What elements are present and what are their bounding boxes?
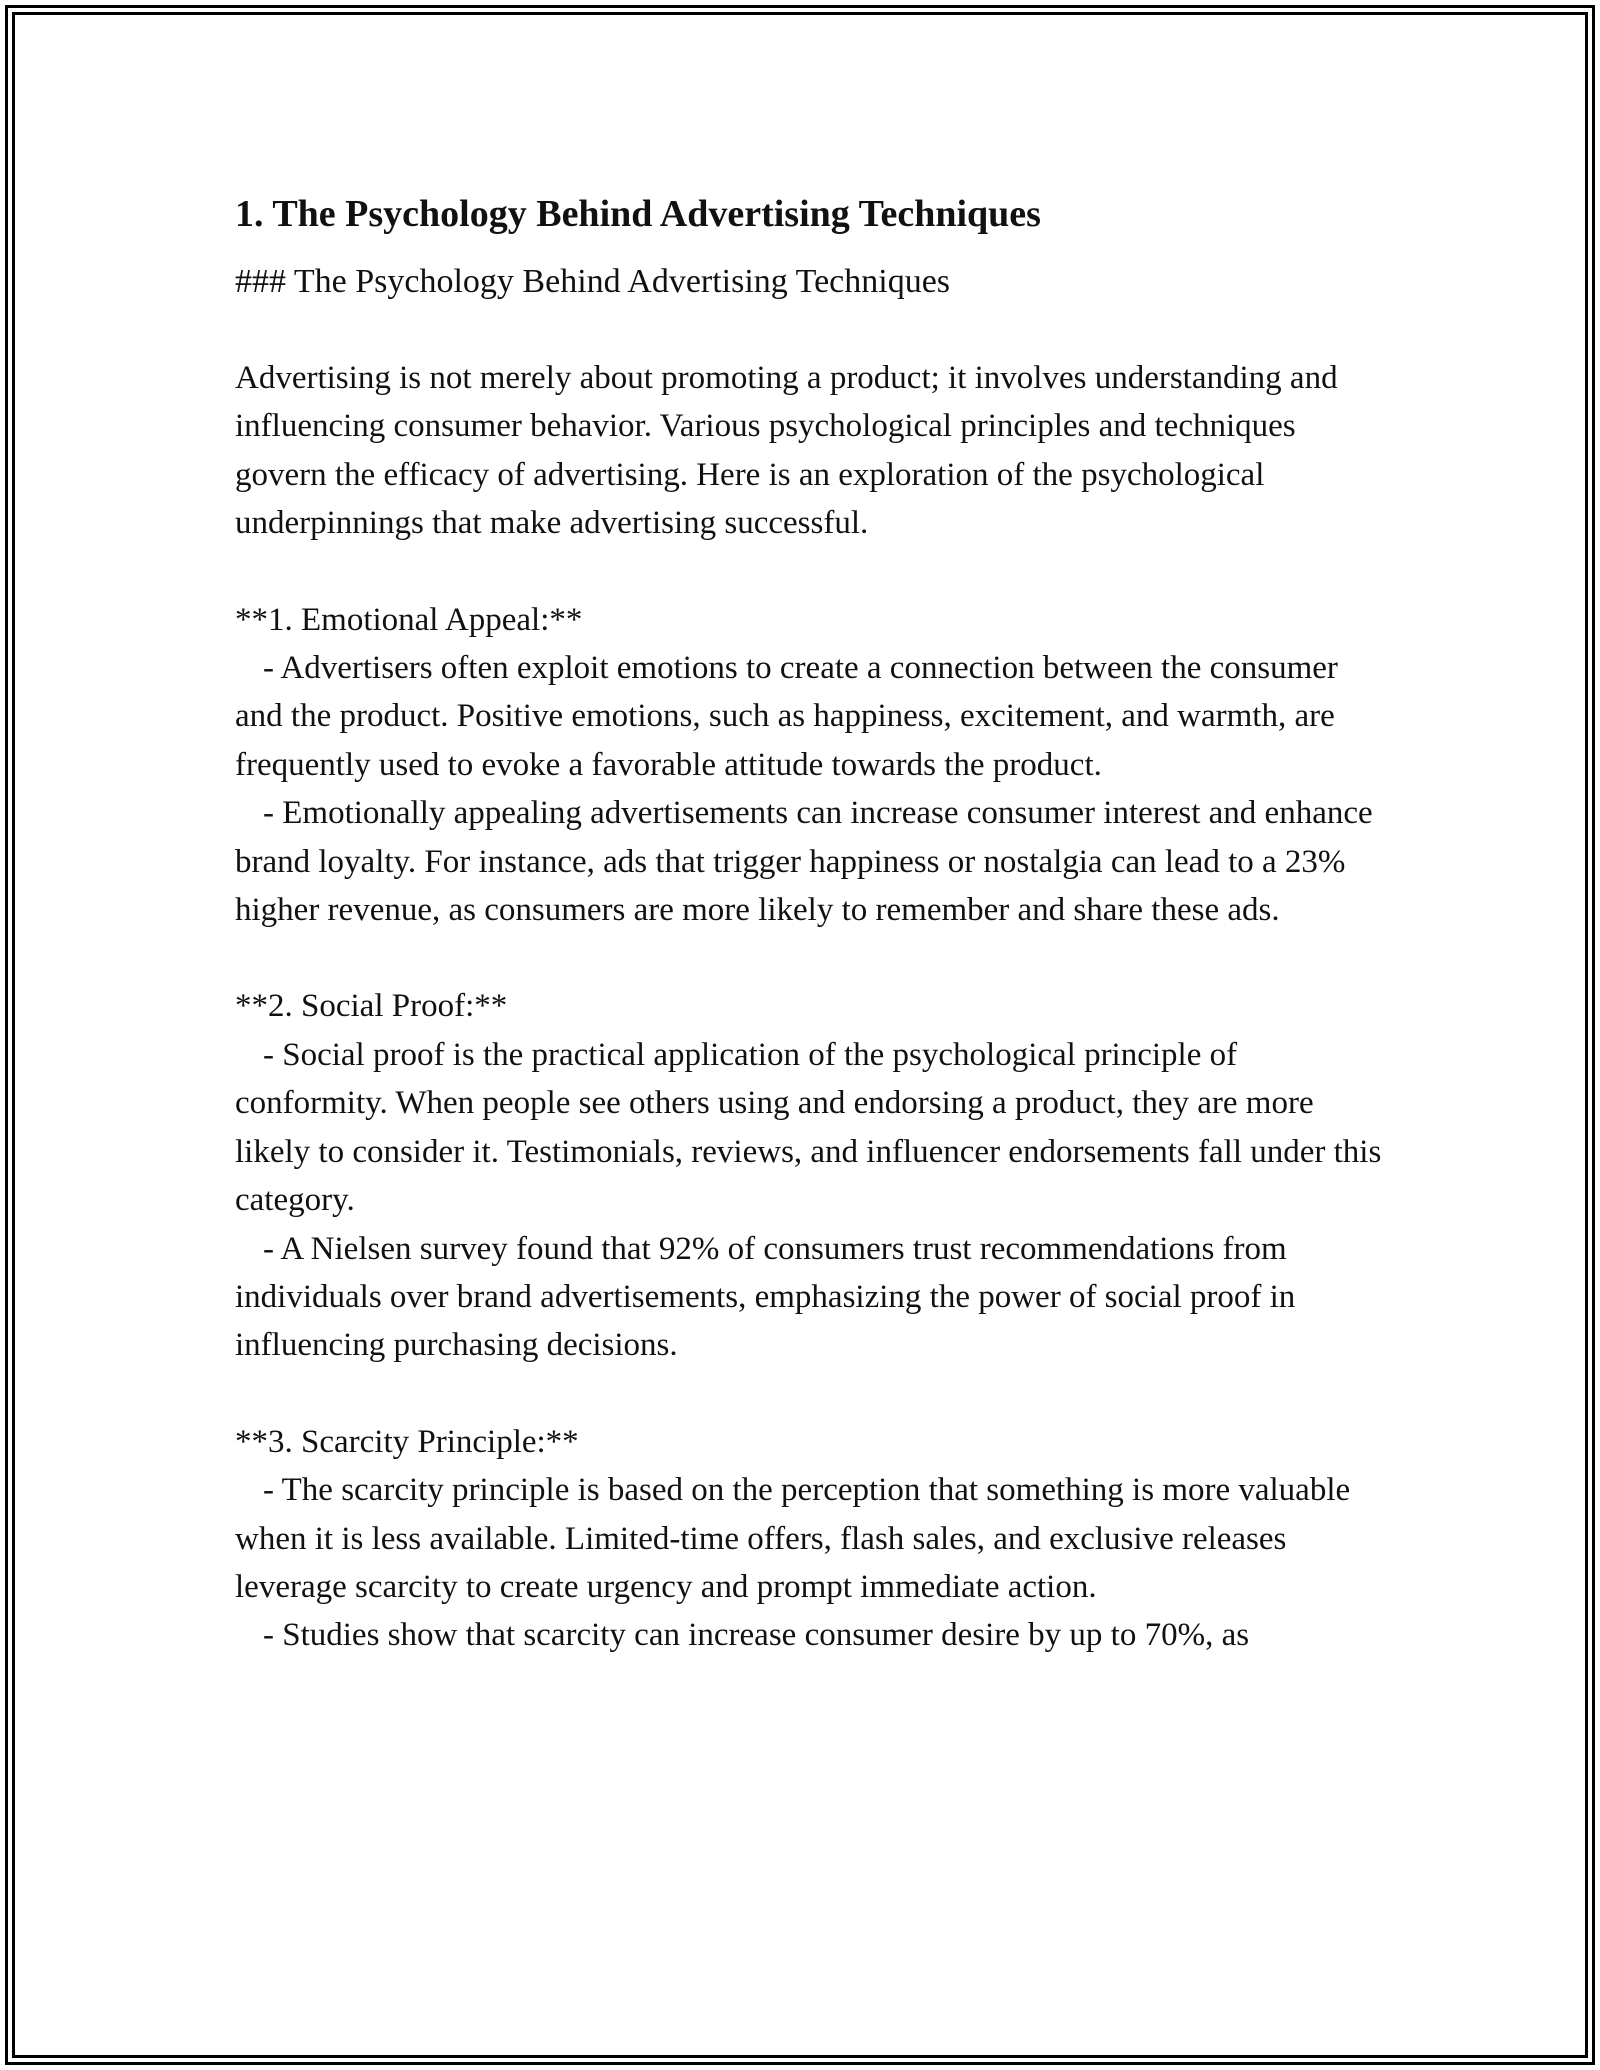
section-emotional-appeal [235, 596, 1385, 935]
section-bullet: - Social proof is the practical application of the psychological principle of conformity. When people see others using and endorsing a product, they are more likely to consider it. Testimonials, reviews, and influencer endorsements fall under this category. [235, 1036, 1382, 1219]
section-scarcity-principle [235, 1418, 1385, 1660]
document-body [235, 188, 1385, 1660]
section-bullet: - Emotionally appealing advertisements can increase consumer interest and enhance brand loyalty. For instance, ads that trigger happiness or nostalgia can lead to a 23% higher revenue, as consumers are more likely to remember and share these ads. [235, 795, 1373, 929]
intro-paragraph: Advertising is not merely about promoting a product; it involves understanding and influencing consumer behavior. Various psychological principles and techniques govern the efficacy of advertising. Here is an exploration of the psychological underpinnings that make advertising successful. [235, 360, 1338, 542]
section-heading: **3. Scarcity Principle:** [235, 1423, 579, 1460]
markdown-subheading: ### The Psychology Behind Advertising Techniques [235, 263, 951, 300]
section-heading: **1. Emotional Appeal:** [235, 601, 583, 638]
section-bullet: - The scarcity principle is based on the perception that something is more valuable when it is less available. Limited-time offers, flash sales, and exclusive releases leverage scarcity to create urgency and prompt immediate action. [235, 1472, 1351, 1605]
section-heading: **2. Social Proof:** [235, 988, 508, 1025]
document-title: 1. The Psychology Behind Advertising Techniques [235, 193, 1041, 235]
section-social-proof [235, 982, 1385, 1369]
section-bullet: - A Nielsen survey found that 92% of consumers trust recommendations from individuals over brand advertisements, emphasizing the power of social proof in influencing purchasing decisions. [235, 1230, 1296, 1364]
section-bullet: - Studies show that scarcity can increase consumer desire by up to 70%, as [263, 1617, 1250, 1654]
section-bullet: - Advertisers often exploit emotions to create a connection between the consumer and the product. Positive emotions, such as happiness, excitement, and warmth, are frequently used to evoke a favorable attitude towards the product. [235, 650, 1338, 783]
